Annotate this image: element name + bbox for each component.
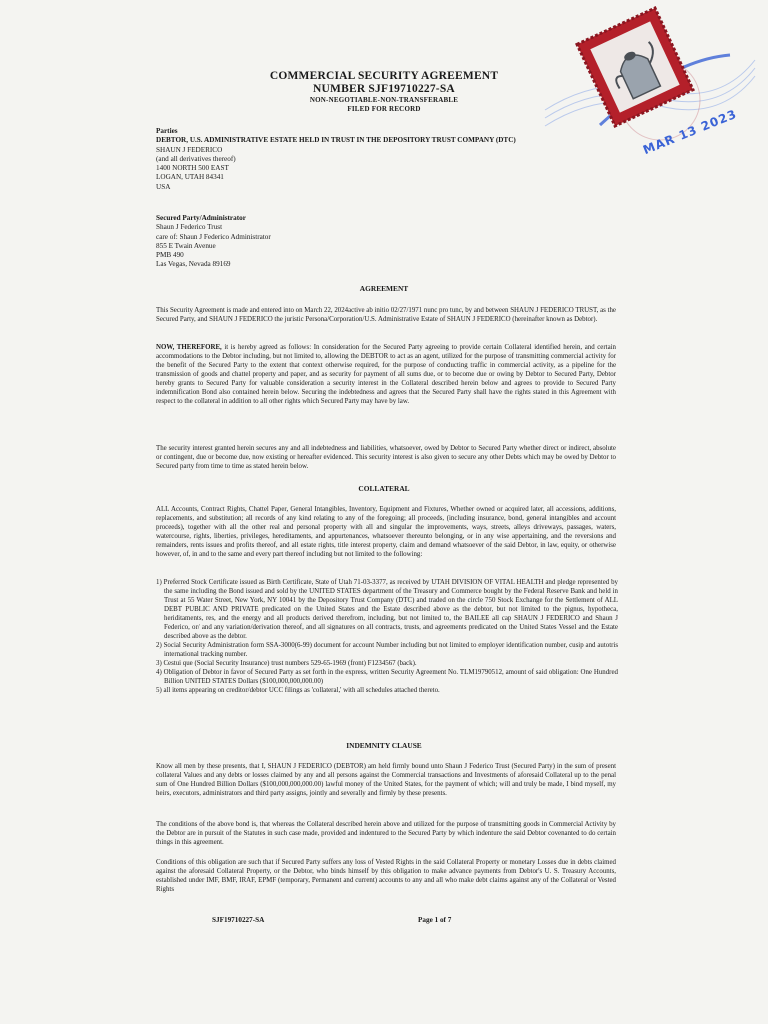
indemnity-heading: INDEMNITY CLAUSE: [346, 741, 422, 750]
collateral-item: 1) Preferred Stock Certificate issued as Birth Certificate, State of Utah 71-03-3377, as received by UTAH DIVISION OF VITAL HEALTH and pledge represented by the same including the Bond issued and sold by the UNITED STATES department of the Treasury and Commerce bought by the Federal Reserve Bank and held in Trust at 55 Water Street, New York, NY 10041 by the Depository Trust Company (DTC) and traded on the circle 750 Stock Exchange for the Settlement of ALL DEBT PUBLIC AND PRIVATE predicated on the United States and the Estate described above as the debtor, but not limited to the pignus, hypotheca, heriditaments, res, and the energy and all products derived therefrom, including, but not limited to, the BAILEE all cap SHAUN J FEDERICO and Shaun J Federico, or/ and any variation/derivation thereof, and all signatures on all contracts, trusts, and agreements predicated on the United States Vessel and the Estate described above as the debtor.: [156, 579, 618, 640]
collateral-item: 2) Social Security Administration form SSA-3000(6-99) document for account Number including but not limited to employer identification number, cusip and autotris international tracking number.: [156, 642, 618, 658]
secured-party-line: Las Vegas, Nevada 89169: [156, 260, 231, 269]
title-line-3: NON-NEGOTIABLE-NON-TRANSFERABLE: [309, 96, 459, 104]
collateral-intro: ALL Accounts, Contract Rights, Chattel Paper, General Intangibles, Inventory, Equipment and Fixtures, Whether owned or acquired later, all accessions, additions, replacements, and substitution; all records of any kind relating to any of the foregoing; all proceeds, (including insurance, bond, general intangibles and account proceeds), together with all the other real and personal property with all and singular the improvements, ways, streets, alleys driveways, passages, waters, watercourse, rights, liberties, privileges, hereditaments, and appurtenances, whatsoever thereunto belonging, or in any wise appertaining, and the reversions and remainders, rents issues and profits thereof, and all estate rights, title interest property, claim and demand whatsoever of the said Debtor, in law, equity, or otherwise however, of, in and to the same and every part thereof including but not limited to the following:: [156, 506, 616, 558]
collateral-list: [156, 578, 618, 695]
document-title: [0, 70, 768, 114]
agreement-paragraph-3: The security interest granted herein secures any and all indebtedness and liabilities, whatsoever, owed by Debtor to Secured Party whether direct or indirect, absolute or contingent, due or become due, now existing or hereafter evidenced. This security interest is also given to secure any other Debts which may be owed by Debtor to Secured party from time to time as stated herein below.: [156, 445, 616, 470]
title-line-2: NUMBER SJF19710227-SA: [313, 83, 455, 95]
page-number: Page 1 of 7: [418, 916, 452, 924]
agreement-heading: AGREEMENT: [359, 284, 409, 293]
debtor-heading: DEBTOR, U.S. ADMINISTRATIVE ESTATE HELD IN TRUST IN THE DEPOSITORY TRUST COMPANY (DTC): [156, 136, 516, 145]
secured-party-line: PMB 490: [156, 251, 184, 260]
secured-party-block: [156, 214, 616, 270]
debtor-line: SHAUN J FEDERICO: [156, 145, 223, 154]
collateral-item: 5) all items appearing on creditor/debtor UCC filings as 'collateral,' with all schedules attached thereto.: [156, 687, 440, 694]
date-stamp: MAR 13 2023: [641, 106, 739, 158]
agreement-paragraph-1: This Security Agreement is made and entered into on March 22, 2024active ab initio 02/27/1971 nunc pro tunc, by and between SHAUN J FEDERICO TRUST, as the Secured Party, and SHAUN J FEDERICO the juristic Persona/Corporation/U.S. Administrative Estate of SHAUN J FEDERICO (hereinafter known as Debtor).: [156, 307, 616, 323]
agreement-paragraph-2: [156, 343, 616, 406]
agreement-paragraph-2-text: it is hereby agreed as follows: In consideration for the Secured Party agreeing to provide certain Collateral identified herein, and certain accommodations to the Debtor including, but not limited to, allowing the DEBTOR to act as an agent, utilized for the purpose of transmitting commercial activity for the benefit of the Secured Party to the extent that context otherwise required, for the purpose of conducting traffic in commercial activity, as a pipeline for the transmission of goods and chattel property and paper, and as security for payment of all sums due, or to become due or owing by Debtor to Secured Party, Debtor hereby grants to Secured Party for valuable consideration a security interest in the Collateral described herein below and agrees to provide to Secured Party indemnification Bond also contained herein below. Securing the indebtedness and agrees that the Secured Party shall have the rights stated in this Agreement with respect to the collateral in addition to all other rights which Secured Party may have by law.: [156, 344, 616, 405]
indemnity-paragraph-3: Conditions of this obligation are such that if Secured Party suffers any loss of Vested Rights in the said Collateral Property or monetary Losses due in debts claimed against the aforesaid Collateral Property, or the Debtor, who binds himself by this obligation to make advance payments from Debtor's U. S. Treasury Accounts, established under IMF, BMF, IRAF, EPMF (temporary, Permanent and current) accounts to any and all who make debt claims against any of the Collateral or Vested Rights: [156, 859, 616, 893]
debtor-line: (and all derivatives thereof): [156, 154, 236, 163]
secured-party-line: 855 E Twain Avenue: [156, 241, 216, 250]
indemnity-paragraph-2: The conditions of the above bond is, that whereas the Collateral described herein above and utilized for the purpose of transmitting goods in Commercial Activity by the Debtor are in pursuit of the Statutes in such case made, provided and indentured to the Secured Party by which indenture the said Debtor covenanted to do certain things in this agreement.: [156, 821, 616, 846]
collateral-item: 3) Cestui que (Social Security Insurance) trust numbers 529-65-1969 (front) F1234567 (back).: [156, 660, 417, 667]
debtor-line: LOGAN, UTAH 84341: [156, 173, 224, 182]
title-line-1: COMMERCIAL SECURITY AGREEMENT: [269, 70, 499, 82]
collateral-heading: COLLATERAL: [358, 484, 410, 493]
collateral-item: 4) Obligation of Debtor in favor of Secured Party as set forth in the express, written Security Agreement No. TLM19790512, amount of said obligation: One Hundred Billion UNITED STATES Dollars ($100,000,000,000.00): [156, 669, 618, 685]
parties-label: Parties: [156, 127, 178, 135]
footer-reference: SJF19710227-SA: [212, 916, 265, 924]
secured-party-heading: Secured Party/Administrator: [156, 214, 246, 222]
secured-party-line: care of: Shaun J Federico Administrator: [156, 232, 271, 241]
secured-party-line: Shaun J Federico Trust: [156, 223, 223, 232]
therefore-lead: NOW, THEREFORE,: [156, 344, 222, 351]
title-line-4: FILED FOR RECORD: [347, 105, 421, 113]
indemnity-paragraph-1: Know all men by these presents, that I, SHAUN J FEDERICO (DEBTOR) am held firmly bound unto Shaun J Federico Trust (Secured Party) in the sum of present collateral Values and any debts or losses claimed by any and all persons against the Commercial transactions and Investments of aforesaid Collateral up to the penal sum of One Hundred Billion Dollars ($100,000,000,000.00) lawful money of the United States, for the payment of which; will and truly be made, I bind myself, my heirs, executors, administrators and third party assigns, jointly and severally and firmly by these presents.: [156, 763, 616, 797]
debtor-line: USA: [156, 182, 171, 191]
debtor-line: 1400 NORTH 500 EAST: [156, 164, 229, 173]
parties-debtor-block: [156, 127, 616, 192]
